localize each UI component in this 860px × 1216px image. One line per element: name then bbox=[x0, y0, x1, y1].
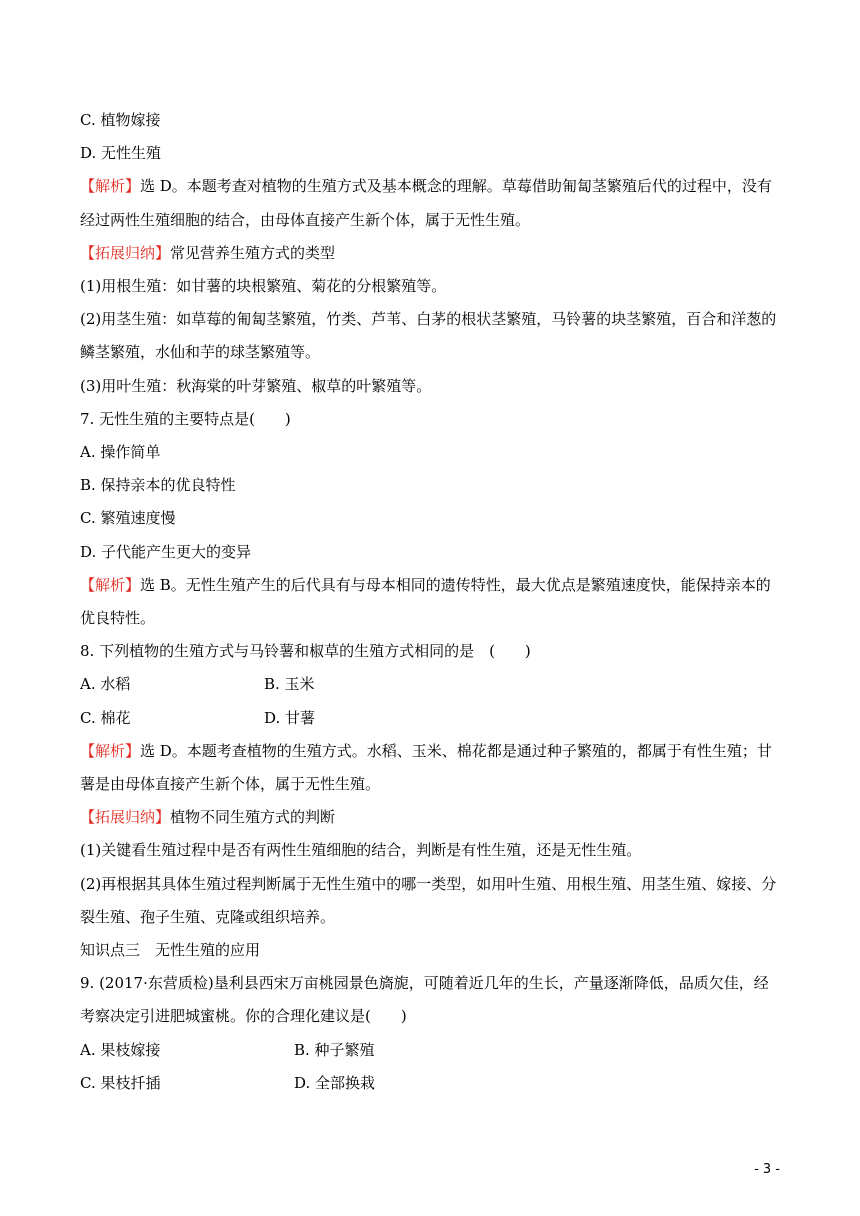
analysis-text: 选 D。本题考查植物的生殖方式。水稻、玉米、棉花都是通过种子繁殖的，都属于有性生殖；甘薯是由母体直接产生新个体，属于无性生殖。 bbox=[80, 741, 772, 794]
extension-tag: 【拓展归纳】 bbox=[80, 808, 171, 827]
question-9: 9. (2017·东营质检)垦利县西宋万亩桃园景色旖旎，可随着近几年的生长，产量逐渐降低，品质欠佳，经考察决定引进肥城蜜桃。你的合理化建议是( ) bbox=[80, 974, 769, 1026]
option-d-q8: D. 甘薯 bbox=[264, 708, 316, 727]
analysis-text: 选 D。本题考查对植物的生殖方式及基本概念的理解。草莓借助匍匐茎繁殖后代的过程中，没有经过两性生殖细胞的结合，由母体直接产生新个体，属于无性生殖。 bbox=[80, 177, 772, 229]
page-number: - 3 - bbox=[754, 1162, 780, 1177]
analysis-tag: 【解析】 bbox=[80, 575, 141, 594]
option-b-q8: B. 玉米 bbox=[264, 675, 315, 694]
option-a-q7: A. 操作简单 bbox=[80, 443, 161, 462]
extension-item: (2)用茎生殖：如草莓的匍匐茎繁殖，竹类、芦苇、白茅的根状茎繁殖，马铃薯的块茎繁殖，百合和洋葱的鳞茎繁殖，水仙和芋的球茎繁殖等。 bbox=[80, 310, 777, 362]
extension-title: 植物不同生殖方式的判断 bbox=[170, 808, 336, 827]
option-d-q6: D. 无性生殖 bbox=[80, 144, 162, 163]
analysis-tag: 【解析】 bbox=[80, 177, 141, 196]
answer-q8 bbox=[80, 735, 780, 801]
section-heading: 知识点三 无性生殖的应用 bbox=[80, 941, 261, 960]
option-c-q8: C. 棉花 bbox=[80, 708, 131, 727]
extension-tag: 【拓展归纳】 bbox=[80, 243, 171, 262]
option-c-q6: C. 植物嫁接 bbox=[80, 111, 161, 129]
analysis-text: 选 B。无性生殖产生的后代具有与母本相同的遗传特性，最大优点是繁殖速度快，能保持亲本的优良特性。 bbox=[80, 575, 771, 628]
extension-item: (2)再根据其具体生殖过程判断属于无性生殖中的哪一类型，如用叶生殖、用根生殖、用茎生殖、嫁接、分裂生殖、孢子生殖、克隆或组织培养。 bbox=[80, 874, 777, 926]
extension-item: (3)用叶生殖：秋海棠的叶芽繁殖、椒草的叶繁殖等。 bbox=[80, 376, 432, 395]
extension-item: (1)用根生殖：如甘薯的块根繁殖、菊花的分根繁殖等。 bbox=[80, 277, 447, 296]
option-d-q9: D. 全部换栽 bbox=[294, 1073, 376, 1092]
question-7: 7. 无性生殖的主要特点是( ) bbox=[80, 409, 291, 428]
option-a-q9: A. 果枝嫁接 bbox=[80, 1040, 161, 1059]
option-d-q7: D. 子代能产生更大的变异 bbox=[80, 542, 252, 561]
answer-q6 bbox=[80, 170, 780, 236]
answer-q7 bbox=[80, 569, 780, 635]
extension-heading-1 bbox=[80, 237, 780, 270]
options-row-q8 bbox=[80, 702, 780, 735]
page-content bbox=[80, 104, 780, 1100]
options-row-q8 bbox=[80, 668, 780, 701]
option-a-q8: A. 水稻 bbox=[80, 675, 131, 694]
options-row-q9 bbox=[80, 1034, 780, 1067]
extension-item: (1)关键看生殖过程中是否有两性生殖细胞的结合，判断是有性生殖，还是无性生殖。 bbox=[80, 841, 642, 860]
extension-title: 常见营养生殖方式的类型 bbox=[170, 243, 336, 262]
question-8: 8. 下列植物的生殖方式与马铃薯和椒草的生殖方式相同的是 ( ) bbox=[80, 642, 531, 661]
option-b-q9: B. 种子繁殖 bbox=[294, 1040, 375, 1059]
analysis-tag: 【解析】 bbox=[80, 741, 141, 760]
option-b-q7: B. 保持亲本的优良特性 bbox=[80, 476, 236, 495]
option-c-q7: C. 繁殖速度慢 bbox=[80, 509, 176, 528]
option-c-q9: C. 果枝扦插 bbox=[80, 1073, 161, 1092]
extension-heading-2 bbox=[80, 801, 780, 834]
options-row-q9 bbox=[80, 1067, 780, 1100]
